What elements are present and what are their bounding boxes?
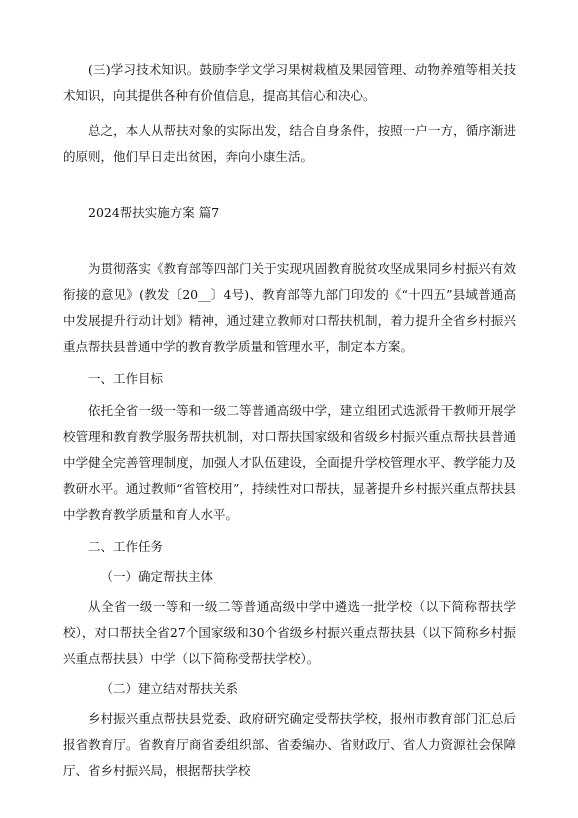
section-title: 2024帮扶实施方案 篇7	[88, 205, 220, 220]
paragraph-summary: 总之，本人从帮扶对象的实际出发，结合自身条件，按照一户一方，循序渐进的原则，他们早日走出贫困，奔向小康生活。	[63, 123, 516, 164]
spacer	[63, 109, 516, 118]
paragraph-goals: 依托全省一级一等和一级二等普通高级中学，建立组团式选派骨干教师开展学校管理和教育教学服务帮扶机制，对口帮扶国家级和省级乡村振兴重点帮扶县普通中学健全完善管理制度，加强人才队伍建设，全面提升学校管理水平、教学能力及教研水平。通过教师“省管校用”，持续性对口帮扶，显著提升乡村振兴重点帮扶县中学教育教学质量和育人水平。	[63, 403, 516, 522]
subheading-subject: （一）确定帮扶主体	[100, 569, 214, 584]
paragraph-pairing: 乡村振兴重点帮扶县党委、政府研究确定受帮扶学校，报州市教育部门汇总后报省教育厅。省教育厅商省委组织部、省委编办、省财政厅、省人力资源社会保障厅、省乡村振兴局，根据帮扶学校	[63, 711, 516, 778]
paragraph-subject: 从全省一级一等和一级二等普通高级中学中遴选一批学校（以下简称帮扶学校），对口帮扶全省27个国家级和30个省级乡村振兴重点帮扶县（以下简称乡村振兴重点帮扶县）中学（以下简称受帮扶学校）。	[63, 599, 516, 666]
heading-tasks: 二、工作任务	[88, 539, 164, 554]
spacer	[63, 226, 516, 256]
heading-goals: 一、工作目标	[88, 371, 164, 386]
paragraph-intro: 为贯彻落实《教育部等四部门关于实现巩固教育脱贫攻坚成果同乡村振兴有效衔接的意见》(教发〔20__〕4号)、教育部等九部门印发的《“十四五”县域普通高中发展提升行动计划》精神，通过建立教师对口帮扶机制，着力提升全省乡村振兴重点帮扶县普通中学的教育教学质量和管理水平，制定本方案。	[63, 261, 516, 354]
paragraph-learn-tech: (三)学习技术知识。鼓励李学文学习果树栽植及果园管理、动物养殖等相关技术知识，向其提供各种有价值信息，提高其信心和决心。	[63, 62, 516, 103]
spacer	[63, 170, 516, 200]
subheading-pairing: （二）建立结对帮扶关系	[100, 681, 239, 696]
top-margin	[63, 0, 516, 57]
